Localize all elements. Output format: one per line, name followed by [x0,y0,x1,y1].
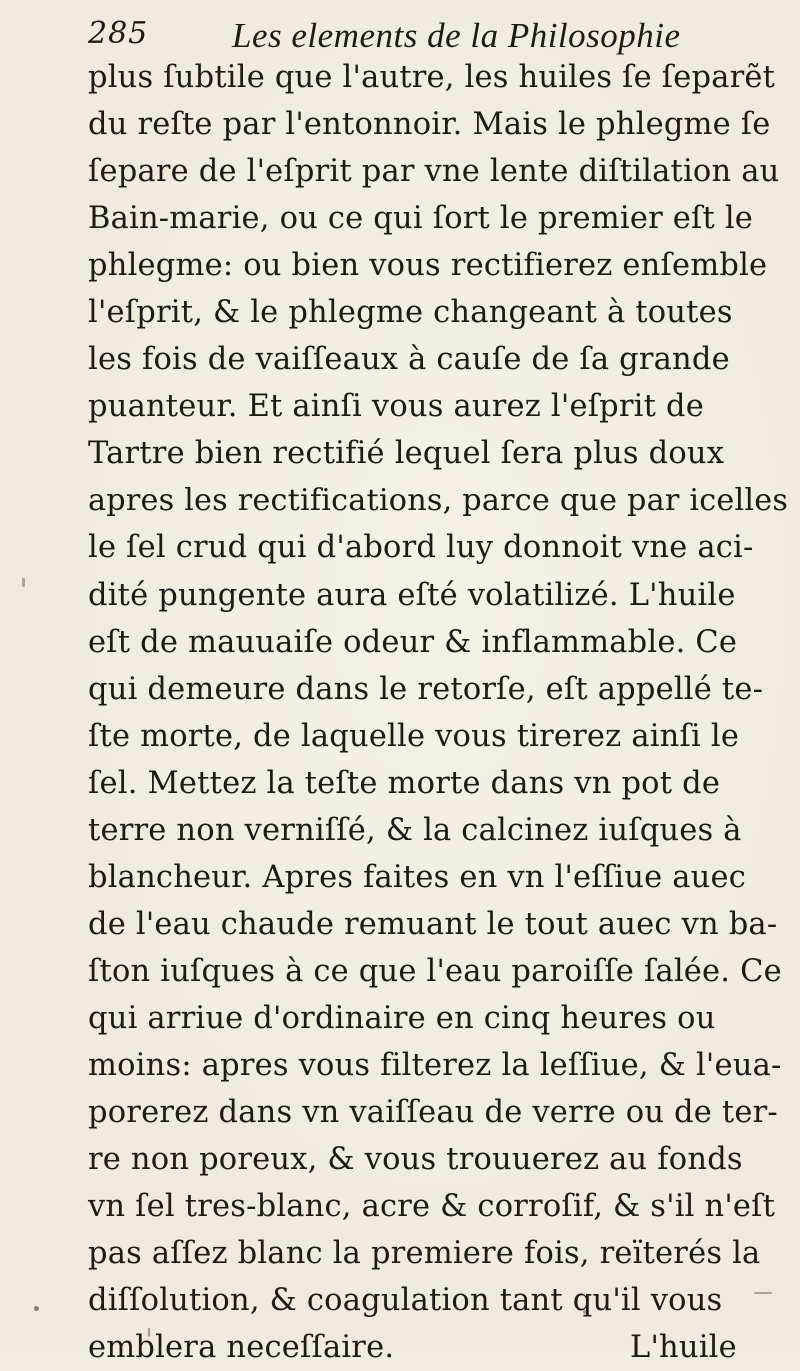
text-line: l'eſprit, & le phlegme changeant à toutes [88,295,733,331]
running-title: Les elements de la Philosophie [232,16,681,55]
text-line: ſton iuſques à ce que l'eau paroiſſe ſalée. Ce [88,953,782,989]
ink-speck [34,1306,39,1311]
text-line: dité pungente aura eſté volatilizé. L'huile [88,577,736,613]
ink-speck [148,1328,150,1337]
text-line: puanteur. Et ainſi vous aurez l'eſprit de [88,389,704,425]
text-line: vn ſel tres-blanc, acre & corroſif, & s'il n'eſt [88,1189,776,1225]
text-line: du reſte par l'entonnoir. Mais le phlegme ſe [88,107,771,143]
text-line: porerez dans vn vaiſſeau de verre ou de ter- [88,1095,778,1131]
last-text-line [88,1324,788,1371]
text-line: pas aſſez blanc la premiere fois, reïterés la [88,1236,761,1272]
text-line: plus ſubtile que l'autre, les huiles ſe ſeparẽt [88,60,776,95]
body-text [88,54,788,1371]
text-line: phlegme: ou bien vous rectifierez enſemble [88,248,768,284]
text-line: ſte morte, de laquelle vous tirerez ainſi le [88,718,740,754]
catchword: L'huile [630,1330,737,1366]
text-line: emblera neceſſaire. [88,1330,395,1366]
text-line: blancheur. Apres faites en vn l'eſſiue auec [88,859,746,895]
text-line: les fois de vaiſſeaux à cauſe de ſa grande [88,342,730,378]
text-line: le ſel crud qui d'abord luy donnoit vne aci- [88,530,754,566]
text-line: diſſolution, & coagulation tant qu'il vous [88,1283,723,1319]
text-line: re non poreux, & vous trouuerez au fonds [88,1142,743,1178]
text-line: ſel. Mettez la teſte morte dans vn pot de [88,765,721,801]
text-line: apres les rectifications, parce que par icelles [88,483,789,519]
ink-speck [583,1310,587,1314]
ink-speck [754,1292,772,1294]
ink-speck [22,578,25,587]
text-line: qui arriue d'ordinaire en cinq heures ou [88,1000,716,1036]
text-line: qui demeure dans le retorſe, eſt appellé te- [88,671,764,707]
text-line: Tartre bien rectifié lequel ſera plus doux [88,436,725,472]
text-line: terre non verniſſé, & la calcinez iuſques à [88,812,742,848]
text-line: Bain-marie, ou ce qui ſort le premier eſt le [88,201,754,237]
text-line: eſt de mauuaiſe odeur & inflammable. Ce [88,624,738,660]
running-head [88,12,728,56]
text-line: moins: apres vous filterez la leſſiue, & l'eua- [88,1047,782,1083]
text-line: ſepare de l'eſprit par vne lente diſtilation au [88,154,780,190]
text-line: de l'eau chaude remuant le tout auec vn ba- [88,906,778,942]
page-number: 285 [88,16,149,51]
